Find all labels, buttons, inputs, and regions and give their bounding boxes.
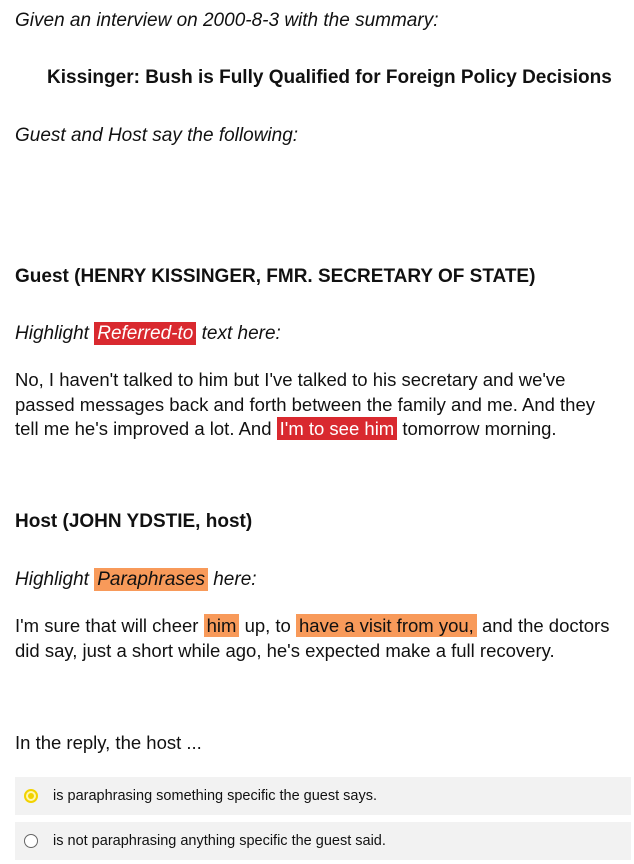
option-not-paraphrasing[interactable] — [15, 822, 631, 860]
referred-to-tag: Referred-to — [94, 322, 196, 345]
radio-unselected-icon[interactable] — [24, 834, 38, 848]
interview-intro: Given an interview on 2000-8-3 with the summary: — [15, 10, 439, 31]
option-label[interactable]: is not paraphrasing anything specific the guest said. — [53, 833, 386, 849]
paraphrase-highlight-1[interactable]: him — [204, 614, 240, 637]
host-text-part1[interactable]: I'm sure that will cheer — [15, 615, 199, 636]
host-highlight-instruction — [15, 569, 257, 591]
guest-speaker-heading: Guest (HENRY KISSINGER, FMR. SECRETARY OF STATE) — [15, 266, 536, 287]
instruction-suffix: text here: — [201, 323, 281, 344]
instruction-prefix: Highlight — [15, 323, 89, 344]
host-speaker-heading: Host (JOHN YDSTIE, host) — [15, 511, 253, 532]
guest-text-before[interactable]: No, I haven't talked to him but I've talked to his secretary and we've passed messages back and forth between the family and me. And they tell me he's improved a lot. And — [15, 369, 596, 439]
say-prompt: Guest and Host say the following: — [15, 125, 299, 146]
guest-highlight-instruction — [15, 323, 281, 345]
host-text-part3[interactable]: and the doctors did say, just a short while ago, he's expected make a full recovery. — [15, 615, 610, 661]
guest-text-after[interactable]: tomorrow morning. — [402, 418, 557, 439]
guest-utterance[interactable] — [15, 368, 619, 442]
referred-to-highlight[interactable]: I'm to see him — [277, 417, 398, 440]
paraphrases-tag: Paraphrases — [94, 568, 208, 591]
radio-selected-icon[interactable] — [24, 789, 38, 803]
option-paraphrasing[interactable] — [15, 777, 631, 815]
instruction-prefix: Highlight — [15, 569, 89, 590]
host-utterance[interactable] — [15, 614, 619, 663]
paraphrase-highlight-2[interactable]: have a visit from you, — [296, 614, 477, 637]
option-label[interactable]: is paraphrasing something specific the guest says. — [53, 788, 378, 804]
interview-summary: Kissinger: Bush is Fully Qualified for Foreign Policy Decisions — [47, 67, 612, 88]
host-text-part2[interactable]: up, to — [244, 615, 291, 636]
instruction-suffix: here: — [213, 569, 257, 590]
question-prompt: In the reply, the host ... — [15, 732, 202, 753]
